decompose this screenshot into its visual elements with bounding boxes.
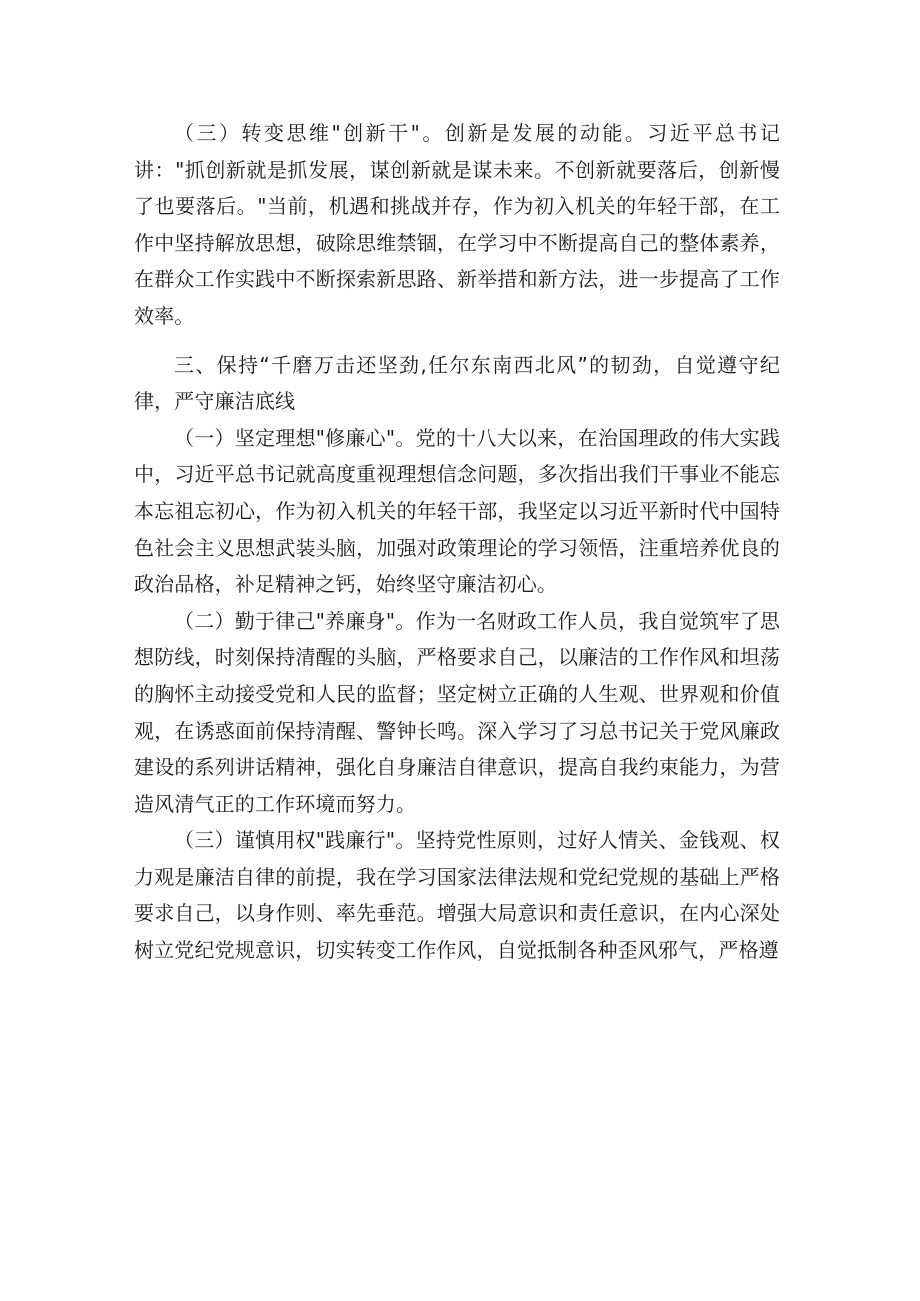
paragraph-ideals: （一）坚定理想"修廉心"。党的十八大以来，在治国理政的伟大实践中，习近平总书记就高度重视理想信念问题，多次指出我们干事业不能忘本忘祖忘初心，作为初入机关的年轻干部，我坚定以习近平新时代中国特色社会主义思想武装头脑，加强对政策理论的学习领悟，注重培养优良的政治品格，补足精神之钙，始终坚守廉洁初心。 <box>134 425 780 597</box>
paragraph-self-discipline: （二）勤于律己"养廉身"。作为一名财政工作人员，我自觉筑牢了思想防线，时刻保持清醒的头脑，严格要求自己，以廉洁的工作作风和坦荡的胸怀主动接受党和人民的监督；坚定树立正确的人生观、世界观和价值观，在诱惑面前保持清醒、警钟长鸣。深入学习了习总书记关于党风廉政建设的系列讲话精神，强化自身廉洁自律意识，提高自我约束能力，为营造风清气正的工作环境而努力。 <box>134 608 780 816</box>
paragraph-use-of-power: （三）谨慎用权"践廉行"。坚持党性原则，过好人情关、金钱观、权力观是廉洁自律的前提，我在学习国家法律法规和党纪党规的基础上严格要求自己，以身作则、率先垂范。增强大局意识和责任意识，在内心深处树立党纪党规意识，切实转变工作作风，自觉抵制各种歪风邪气，严格遵 <box>134 828 780 963</box>
section-heading-three: 三、保持“千磨万击还坚劲,任尔东南西北风”的韧劲，自觉遵守纪律，严守廉洁底线 <box>134 352 780 414</box>
paragraph-innovation: （三）转变思维"创新干"。创新是发展的动能。习近平总书记讲："抓创新就是抓发展，谋创新就是谋未来。不创新就要落后，创新慢了也要落后。"当前，机遇和挑战并存，作为初入机关的年轻干部，在工作中坚持解放思想，破除思维禁锢，在学习中不断提高自己的整体素养，在群众工作实践中不断探索新思路、新举措和新方法，进一步提高了工作效率。 <box>134 121 780 328</box>
document-body <box>134 115 780 969</box>
